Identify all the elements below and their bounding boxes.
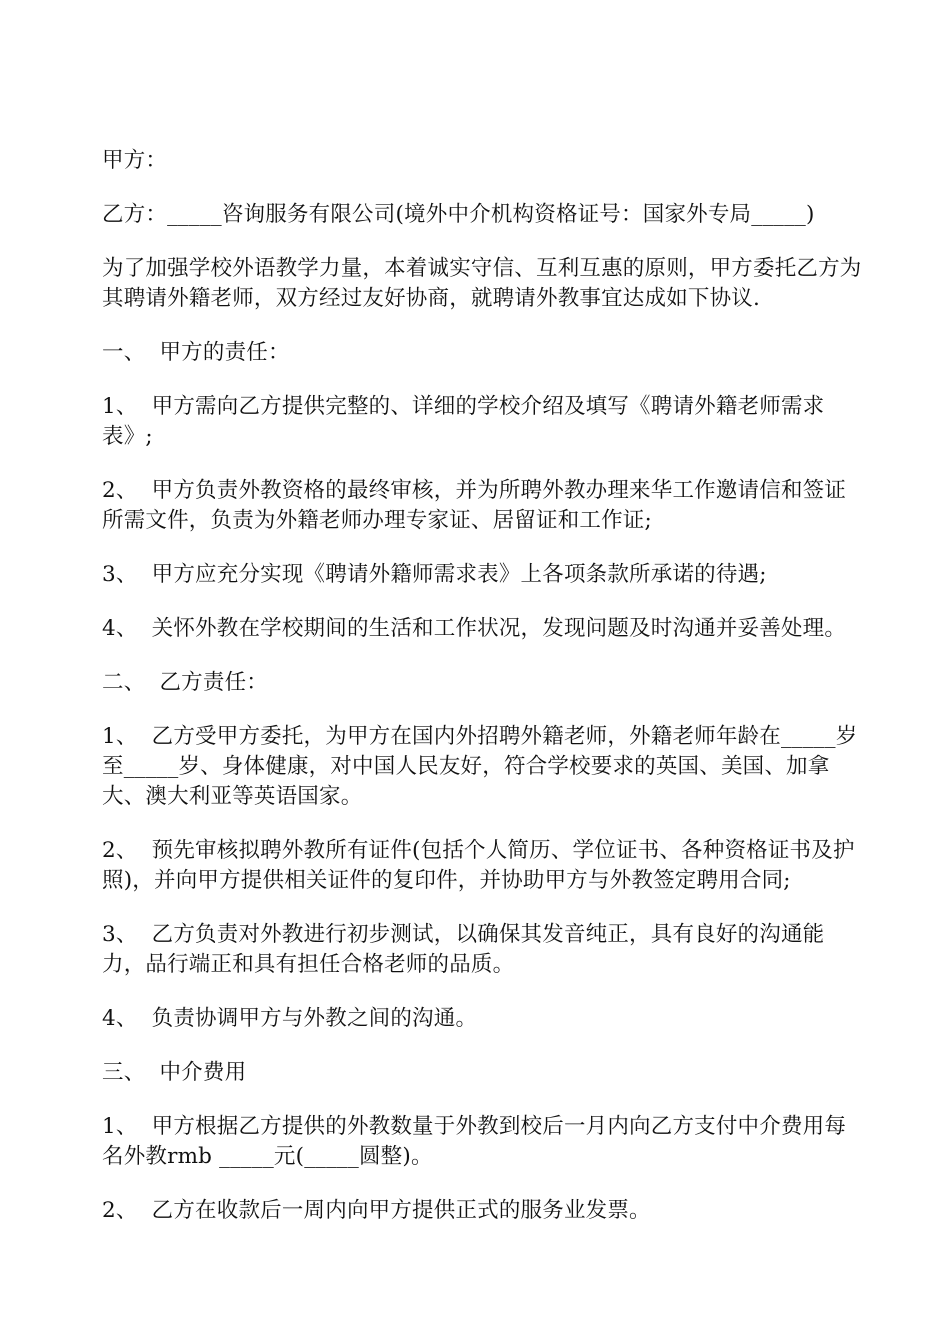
clause-paragraph: 4、 关怀外教在学校期间的生活和工作状况，发现问题及时沟通并妥善处理。 — [102, 616, 847, 641]
clause-paragraph: 3、 乙方负责对外教进行初步测试，以确保其发音纯正，具有良好的沟通能力，品行端正和具有担任合格老师的品质。 — [102, 922, 825, 977]
clause-paragraph: 2、 预先审核拟聘外教所有证件(包括个人简历、学位证书、各种资格证书及护照)，并向甲方提供相关证件的复印件，并协助甲方与外教签定聘用合同; — [102, 838, 855, 893]
clause-paragraph: 1、 乙方受甲方委托，为甲方在国内外招聘外籍老师，外籍老师年龄在_____岁至_____岁、身体健康，对中国人民友好，符合学校要求的英国、美国、加拿大、澳大利亚等英语国家。 — [102, 724, 858, 809]
party-a-line: 甲方： — [102, 148, 168, 173]
document-body — [102, 146, 862, 1250]
clause-paragraph: 3、 甲方应充分实现《聘请外籍师需求表》上各项条款所承诺的待遇; — [102, 562, 767, 587]
section-heading-agency-fees: 三、 中介费用 — [102, 1060, 247, 1085]
clause-paragraph: 2、 乙方在收款后一周内向甲方提供正式的服务业发票。 — [102, 1198, 651, 1223]
clause-paragraph: 4、 负责协调甲方与外教之间的沟通。 — [102, 1006, 478, 1031]
section-heading-party-b-duties: 二、 乙方责任： — [102, 670, 268, 695]
clause-paragraph: 2、 甲方负责外教资格的最终审核，并为所聘外教办理来华工作邀请信和签证所需文件，负责为外籍老师办理专家证、居留证和工作证; — [102, 478, 847, 533]
clause-paragraph: 1、 甲方需向乙方提供完整的、详细的学校介绍及填写《聘请外籍老师需求表》; — [102, 394, 825, 449]
clause-paragraph: 1、 甲方根据乙方提供的外教数量于外教到校后一月内向乙方支付中介费用每名外教rmb _____元(_____圆整)。 — [102, 1114, 847, 1169]
intro-paragraph: 为了加强学校外语教学力量，本着诚实守信、互利互惠的原则，甲方委托乙方为其聘请外籍老师，双方经过友好协商，就聘请外教事宜达成如下协议. — [102, 256, 862, 311]
party-b-line: 乙方：_____咨询服务有限公司(境外中介机构资格证号：国家外专局_____) — [102, 202, 815, 227]
section-heading-party-a-duties: 一、 甲方的责任： — [102, 340, 290, 365]
